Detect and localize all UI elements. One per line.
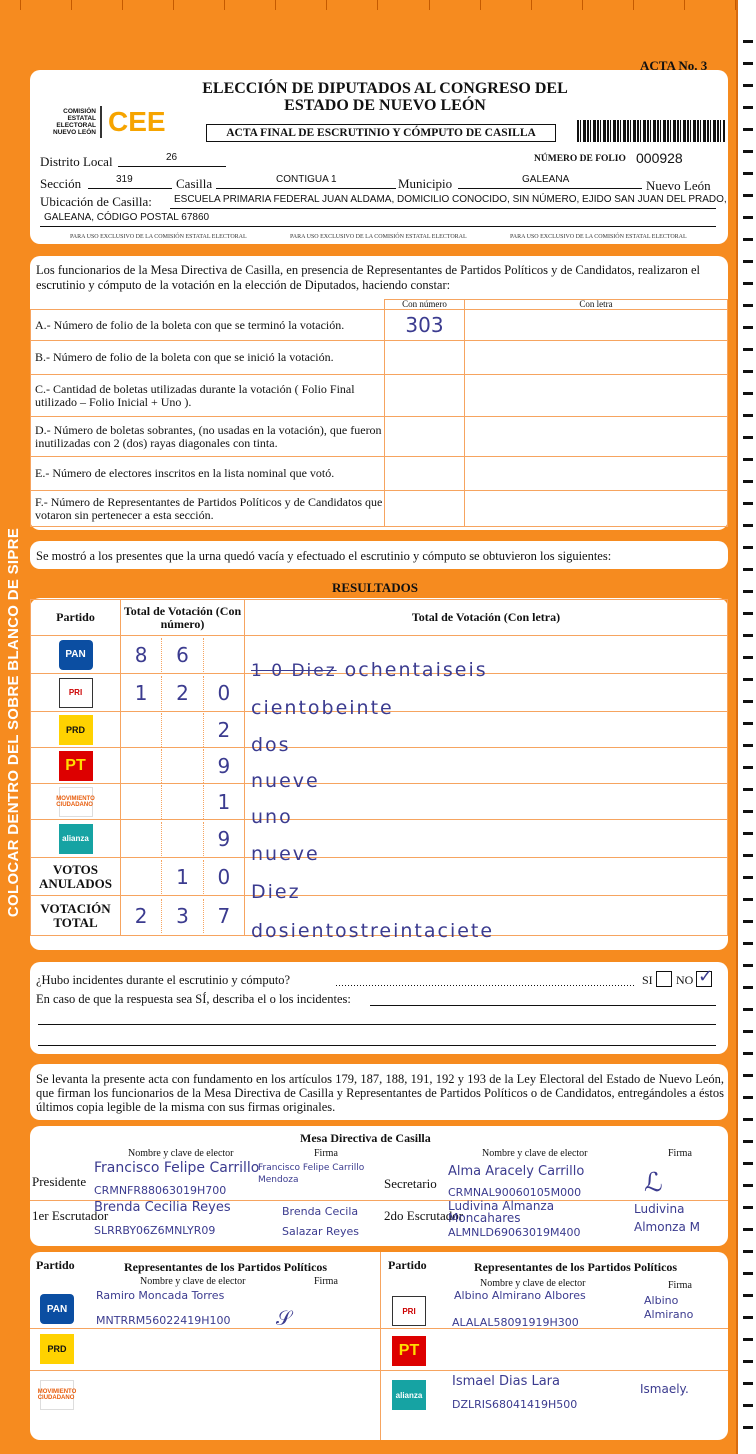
prd-logo-icon: PRD (59, 715, 93, 745)
movimiento-ciudadano-logo-icon: MOVIMIENTO CIUDADANO (59, 787, 93, 817)
nombre-label: Nombre y clave de elector (128, 1148, 234, 1159)
edge-tick (743, 150, 753, 153)
col-total-letra: Total de Votación (Con letra) (245, 600, 728, 636)
ubicacion-line2: GALEANA, CÓDIGO POSTAL 67860 (44, 212, 210, 223)
digit-cell[interactable]: 9 (203, 749, 244, 783)
rep-name[interactable]: Ismael Dias Lara (452, 1374, 560, 1389)
edge-tick (743, 172, 753, 175)
exclusive-note: PARA USO EXCLUSIVO DE LA COMISIÓN ESTATAL ELECTORAL (70, 234, 247, 240)
question-number[interactable] (385, 341, 465, 375)
cee-logo: CEE (100, 106, 182, 138)
nombre-label: Nombre y clave de elector (482, 1148, 588, 1159)
question-text: E.- Número de electores inscritos en la lista nominal que votó. (31, 457, 385, 491)
presidente-name[interactable]: Francisco Felipe Carrillo (94, 1160, 260, 1176)
digit-cell[interactable]: 0 (203, 676, 244, 710)
question-row (31, 491, 728, 527)
escrutador2-name[interactable]: Ludivina Almanza Moncahares (448, 1199, 555, 1225)
edge-tick (743, 1250, 753, 1253)
votos-anulados-label: VOTOS ANULADOS (31, 858, 121, 896)
result-letter[interactable]: nueve (251, 769, 320, 792)
result-letter[interactable]: nueve (251, 842, 320, 865)
edge-tick (743, 1404, 753, 1407)
escrutador1-name[interactable]: Brenda Cecilia Reyes (94, 1200, 231, 1215)
escrutador1-label: 1er Escrutador (32, 1208, 109, 1223)
pan-logo-icon: PAN (59, 640, 93, 670)
edge-tick (743, 788, 753, 791)
edge-tick (743, 1206, 753, 1209)
edge-tick (743, 282, 753, 285)
barcode-icon (577, 120, 725, 142)
digit-cell[interactable]: 3 (161, 899, 202, 933)
edge-tick (743, 612, 753, 615)
result-letter[interactable]: 1 0 Diez ochentaiseis (251, 658, 488, 681)
exclusive-note: PARA USO EXCLUSIVO DE LA COMISIÓN ESTATAL ELECTORAL (510, 234, 687, 240)
edge-tick (743, 348, 753, 351)
casilla-value: CONTIGUA 1 (276, 174, 337, 185)
edge-tick (743, 898, 753, 901)
votacion-total-label: VOTACIÓN TOTAL (31, 896, 121, 936)
secretario-name[interactable]: Alma Aracely Carrillo (448, 1164, 585, 1179)
question-row (31, 341, 728, 375)
edge-tick (743, 392, 753, 395)
result-row (31, 858, 728, 896)
result-row (31, 636, 728, 674)
edge-tick (743, 304, 753, 307)
exclusive-note: PARA USO EXCLUSIVO DE LA COMISIÓN ESTATAL ELECTORAL (290, 234, 467, 240)
edge-tick (743, 920, 753, 923)
acta-subtitle: ACTA FINAL DE ESCRUTINIO Y CÓMPUTO DE CASILLA (206, 124, 556, 142)
edge-tick (743, 480, 753, 483)
mostro-text: Se mostró a los presentes que la urna quedó vacía y efectuado el escrutinio y cómputo se obtuvieron los siguientes: (36, 549, 612, 563)
alianza-logo-icon: alianza (59, 824, 93, 854)
question-number[interactable]: 303 (385, 310, 465, 341)
cee-logo-caption: COMISIÓN ESTATAL ELECTORAL NUEVO LEÓN (53, 108, 96, 136)
edge-tick (743, 876, 753, 879)
edge-tick (743, 1030, 753, 1033)
result-letter[interactable]: dos (251, 733, 291, 756)
digit-cell[interactable]: 0 (203, 860, 244, 894)
no-label: NO (676, 973, 694, 987)
seccion-value: 319 (116, 174, 133, 185)
rep-signature[interactable]: Albino Almirano (644, 1294, 694, 1321)
side-instruction: COLOCAR DENTRO DEL SOBRE BLANCO DE SIPRE (5, 527, 23, 918)
edge-tick (743, 832, 753, 835)
digit-cell[interactable]: 1 (203, 785, 244, 819)
partido-label: Partido (388, 1258, 427, 1272)
col-partido: Partido (31, 600, 121, 636)
question-number[interactable] (385, 491, 465, 527)
digit-cell[interactable] (121, 822, 161, 856)
pt-logo-icon: PT (59, 751, 93, 781)
question-row (31, 457, 728, 491)
digit-cell[interactable]: 7 (203, 899, 244, 933)
presidente-clave[interactable]: CRMNFR88063019H700 (94, 1184, 227, 1197)
acta-number: ACTA No. 3 (640, 58, 708, 73)
question-text: F.- Número de Representantes de Partidos Políticos y de Candidatos que votaron sin pertenecer a esta sección. (31, 491, 385, 527)
edge-tick (743, 1338, 753, 1341)
digit-cell[interactable]: 2 (203, 713, 244, 747)
mesa-title: Mesa Directiva de Casilla (300, 1131, 431, 1145)
question-text: D.- Número de boletas sobrantes, (no usadas en la votación), que fueron inutilizadas con 2 (dos) rayas diagonales con tinta. (31, 417, 385, 457)
question-text: C.- Cantidad de boletas utilizadas durante la votación ( Folio Final utilizado – Folio Inicial + Uno ). (31, 375, 385, 417)
digit-cell[interactable]: 9 (203, 822, 244, 856)
presidente-signature[interactable]: Francisco Felipe Carrillo Mendoza (258, 1163, 365, 1185)
ubicacion-line1: ESCUELA PRIMARIA FEDERAL JUAN ALDAMA, DOMICILIO CONOCIDO, SIN NÚMERO, EJIDO SAN JUAN DEL PRADO, (174, 194, 727, 205)
edge-tick (743, 1074, 753, 1077)
question-text: A.- Número de folio de la boleta con que se terminó la votación. (31, 310, 385, 341)
rep-name[interactable]: Albino Almirano Albores (454, 1289, 586, 1302)
edge-tick (743, 1008, 753, 1011)
edge-tick (743, 1316, 753, 1319)
edge-tick (743, 106, 753, 109)
result-letter[interactable]: cientobeinte (251, 696, 394, 719)
digit-cell[interactable] (161, 822, 202, 856)
escrutador2-clave[interactable]: ALMNLD69063019M400 (448, 1226, 581, 1239)
folio-label: NÚMERO DE FOLIO (534, 154, 626, 164)
edge-tick (743, 260, 753, 263)
check-mark-icon: ✓ (698, 966, 714, 987)
estado-label: Nuevo León (646, 178, 711, 193)
question-row (31, 417, 728, 457)
digit-cell[interactable] (203, 638, 244, 672)
edge-tick (743, 1184, 753, 1187)
edge-tick (743, 40, 753, 43)
no-checkbox[interactable] (696, 966, 714, 987)
fundamento-text: Se levanta la presente acta con fundamento en los artículos 179, 187, 188, 191, 192 y 193 de la Ley Electoral del Estado de Nuevo León, que firman los funcionarios de la Mesa Directiva de Casilla y Representantes de Partidos Políticos o de Candidatos, entregándoles a éstos últimos copia legible de la misma con sus firmas originales. (36, 1072, 724, 1114)
digit-cell[interactable] (161, 713, 202, 747)
edge-tick (743, 62, 753, 65)
movimiento-ciudadano-logo-icon: MOVIMIENTO CIUDADANO (40, 1380, 74, 1410)
question-letter[interactable] (465, 457, 728, 491)
digit-cell[interactable]: 6 (161, 638, 202, 672)
edge-tick (743, 854, 753, 857)
digit-cell[interactable] (121, 713, 161, 747)
edge-tick (743, 326, 753, 329)
prd-logo-icon: PRD (40, 1334, 74, 1364)
nombre-label: Nombre y clave de elector (140, 1276, 246, 1287)
secretario-label: Secretario (384, 1176, 437, 1191)
edge-tick (743, 1382, 753, 1385)
distrito-label: Distrito Local (40, 154, 113, 169)
alianza-logo-icon: alianza (392, 1380, 426, 1410)
ubicacion-label: Ubicación de Casilla: (40, 194, 152, 209)
struck-text: 1 0 Diez (251, 660, 337, 681)
edge-tick (743, 744, 753, 747)
result-letter[interactable]: uno (251, 805, 293, 828)
representantes-title: Representantes de los Partidos Políticos (474, 1260, 678, 1274)
question-letter[interactable] (465, 375, 728, 417)
digit-cell[interactable]: 1 (161, 860, 202, 894)
top-perforation (20, 0, 736, 14)
edge-tick (743, 634, 753, 637)
escrutador1-signature[interactable]: Brenda Cecila Salazar Reyes (282, 1205, 359, 1238)
edge-tick (743, 590, 753, 593)
edge-tick (743, 766, 753, 769)
rep-name[interactable]: Ramiro Moncada Torres (96, 1289, 225, 1302)
pt-logo-icon: PT (392, 1336, 426, 1366)
result-letter[interactable]: dosientostreintaciete (251, 919, 495, 942)
question-number[interactable] (385, 375, 465, 417)
edge-tick (743, 238, 753, 241)
pri-logo-icon: PRI (59, 678, 93, 708)
edge-tick (743, 942, 753, 945)
question-letter[interactable] (465, 417, 728, 457)
edge-tick (743, 216, 753, 219)
municipio-value: GALEANA (522, 174, 570, 185)
result-letter[interactable]: Diez (251, 880, 301, 903)
edge-tick (743, 1052, 753, 1055)
edge-tick (743, 986, 753, 989)
digit-cell[interactable] (121, 860, 161, 894)
col-total-numero: Total de Votación (Con número) (121, 600, 245, 636)
incidentes-question: ¿Hubo incidentes durante el escrutinio y cómputo? (36, 973, 291, 987)
document-title: ELECCIÓN DE DIPUTADOS AL CONGRESO DEL ESTADO DE NUEVO LEÓN (202, 80, 568, 114)
incidentes-describe: En caso de que la respuesta sea SÍ, describa el o los incidentes: (36, 992, 351, 1006)
si-checkbox[interactable] (656, 971, 672, 987)
folio-value: 000928 (636, 150, 683, 166)
edge-tick (743, 964, 753, 967)
col-letra-header: Con letra (465, 300, 728, 310)
results-title: RESULTADOS (332, 580, 418, 595)
result-row (31, 784, 728, 820)
edge-tick (743, 370, 753, 373)
escrutador2-signature[interactable]: Ludivina Almonza M (634, 1202, 700, 1234)
secretario-clave[interactable]: CRMNAL90060105M000 (448, 1186, 582, 1199)
rep-clave[interactable]: ALALAL58091919H300 (452, 1316, 579, 1329)
edge-tick (743, 678, 753, 681)
escrutador2-label: 2do Escrutador (384, 1208, 464, 1223)
question-text: B.- Número de folio de la boleta con que se inició la votación. (31, 341, 385, 375)
municipio-label: Municipio (398, 176, 453, 191)
question-letter[interactable] (465, 491, 728, 527)
rep-signature[interactable]: Ismaely. (640, 1382, 689, 1396)
edge-tick (743, 1162, 753, 1165)
secretario-signature-icon: ℒ (644, 1168, 663, 1198)
rep-clave[interactable]: MNTRRM56022419H100 (96, 1314, 231, 1327)
rep-clave[interactable]: DZLRIS68041419H500 (452, 1398, 578, 1411)
edge-tick (743, 502, 753, 505)
digit-cell[interactable] (161, 749, 202, 783)
results-table (30, 599, 728, 942)
casilla-label: Casilla (176, 176, 213, 191)
edge-tick (743, 128, 753, 131)
edge-tick (743, 1294, 753, 1297)
edge-tick (743, 656, 753, 659)
edge-tick (743, 546, 753, 549)
result-row (31, 820, 728, 858)
edge-tick (743, 810, 753, 813)
result-row (31, 748, 728, 784)
edge-tick (743, 458, 753, 461)
edge-tick (743, 700, 753, 703)
question-letter[interactable] (465, 310, 728, 341)
firma-label: Firma (668, 1280, 692, 1291)
digit-cell[interactable]: 2 (161, 676, 202, 710)
edge-tick (743, 1272, 753, 1275)
si-label: SI (642, 973, 653, 987)
rep-signature-icon: 𝒮 (276, 1306, 292, 1330)
question-number[interactable] (385, 457, 465, 491)
questions-intro: Los funcionarios de la Mesa Directiva de Casilla, en presencia de Representantes de Partidos Políticos y de Candidatos, realizaron el escrutinio y cómputo de la votación en la elección de Diputados, haciendo constar: (36, 263, 701, 292)
question-row (31, 375, 728, 417)
questions-table (30, 299, 728, 527)
edge-tick (743, 1140, 753, 1143)
firma-label: Firma (314, 1276, 338, 1287)
question-number[interactable] (385, 417, 465, 457)
edge-tick (743, 436, 753, 439)
escrutador1-clave[interactable]: SLRRBY06Z6MNLYR09 (94, 1224, 216, 1237)
question-row (31, 310, 728, 341)
right-edge-strip (736, 0, 756, 1454)
edge-tick (743, 568, 753, 571)
result-row (31, 896, 728, 936)
digit-cell[interactable] (161, 785, 202, 819)
edge-tick (743, 414, 753, 417)
distrito-value: 26 (166, 152, 178, 163)
seccion-label: Sección (40, 176, 82, 191)
digit-cell[interactable] (121, 785, 161, 819)
edge-tick (743, 194, 753, 197)
presidente-label: Presidente (32, 1174, 87, 1189)
pan-logo-icon: PAN (40, 1294, 74, 1324)
edge-tick (743, 84, 753, 87)
firma-label: Firma (314, 1148, 338, 1159)
digit-cell[interactable] (121, 749, 161, 783)
col-numero-header: Con número (385, 300, 465, 310)
question-letter[interactable] (465, 341, 728, 375)
edge-tick (743, 524, 753, 527)
representantes-title: Representantes de los Partidos Políticos (124, 1260, 328, 1274)
digit-cell[interactable]: 1 (134, 680, 148, 705)
edge-tick (743, 1096, 753, 1099)
edge-tick (743, 722, 753, 725)
edge-tick (743, 1228, 753, 1231)
representantes-card (30, 1252, 728, 1440)
edge-tick (743, 1360, 753, 1363)
partido-label: Partido (36, 1258, 75, 1272)
digit-cell[interactable]: 2 (134, 903, 148, 928)
edge-tick (743, 1118, 753, 1121)
firma-label: Firma (668, 1148, 692, 1159)
nombre-label: Nombre y clave de elector (480, 1278, 586, 1289)
pri-logo-icon: PRI (392, 1296, 426, 1326)
digit-cell[interactable]: 8 (134, 642, 148, 667)
edge-tick (743, 1426, 753, 1429)
